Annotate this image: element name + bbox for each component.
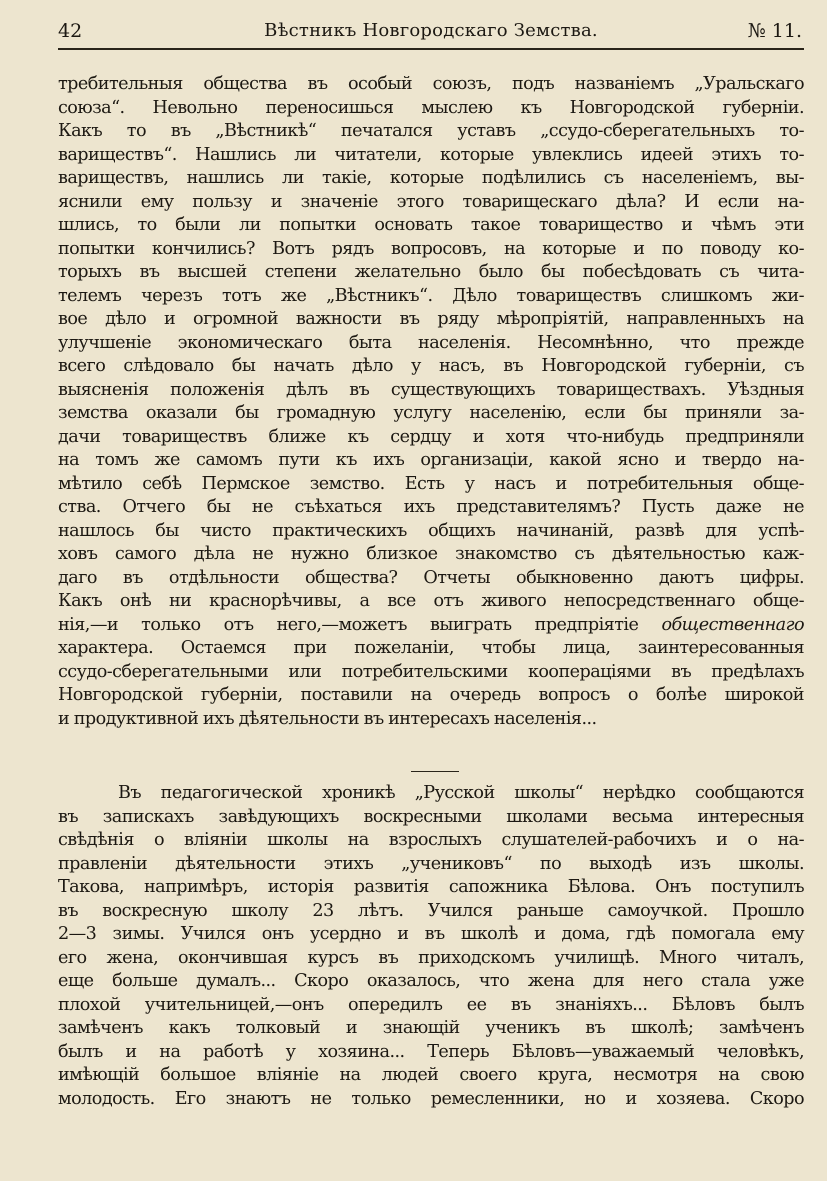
issue-number: № 11. <box>747 20 802 42</box>
text-line: дачи товариществъ ближе къ сердцу и хотя что-нибудь предприняли <box>58 426 804 447</box>
text-line: телемъ черезъ тотъ же „Вѣстникъ“. Дѣло товариществъ слишкомъ жи- <box>58 285 804 306</box>
text-line: шлись, то были ли попытки основать такое товарищество и чѣмъ эти <box>58 215 804 235</box>
text-line: Какъ онѣ ни краснорѣчивы, а все отъ живого непосредственнаго обще- <box>58 591 804 611</box>
text-line: вое дѣло и огромной важности въ ряду мѣропріятій, направленныхъ на <box>58 309 804 329</box>
text-line: еще больше думалъ... Скоро оказалось, что жена для него стала уже <box>58 971 804 991</box>
text-line: Какъ то въ „Вѣстникѣ“ печатался уставъ „ссудо-сберегательныхъ то- <box>58 121 804 141</box>
text-line: ховъ самого дѣла не нужно близкое знакомство съ дѣятельностью каж- <box>58 544 804 564</box>
text-line: 2—3 зимы. Учился онъ усердно и въ школѣ и дома, гдѣ помогала ему <box>58 924 804 944</box>
text-line: былъ и на работѣ у хозяина... Теперь Бѣловъ—уважаемый человѣкъ, <box>58 1041 804 1062</box>
text-line: союза“. Невольно переносишься мыслею къ Новгородской губерніи. <box>58 97 804 118</box>
text-line: правленіи дѣятельности этихъ „учениковъ“ по выходѣ изъ школы. <box>58 853 804 874</box>
article-paragraph-2 <box>58 782 804 1111</box>
text-line: нашлось бы чисто практическихъ общихъ начинаній, развѣ для успѣ- <box>58 520 804 541</box>
text-line: даго въ отдѣльности общества? Отчеты обыкновенно даютъ цифры. <box>58 567 804 588</box>
header-rule <box>58 48 804 50</box>
text-line: всего слѣдовало бы начать дѣло у насъ, въ Новгородской губерніи, съ <box>58 356 804 376</box>
text-line: земства оказали бы громадную услугу населенію, если бы приняли за- <box>58 403 804 423</box>
text-line: плохой учительницей,—онъ опередилъ ее въ знаніяхъ... Бѣловъ былъ <box>58 994 804 1015</box>
text-line: въ воскресную школу 23 лѣтъ. Учился раньше самоучкой. Прошло <box>58 900 804 921</box>
text-line: вариществъ, нашлись ли такіе, которые подѣлились съ населеніемъ, вы- <box>58 168 804 188</box>
page-number: 42 <box>58 20 83 42</box>
text-line: Новгородской губерніи, поставили на очередь вопросъ о болѣе широкой <box>58 685 804 705</box>
text-line: яснили ему пользу и значеніе этого товарищескаго дѣла? И если на- <box>58 191 804 212</box>
text-line: въ запискахъ завѣдующихъ воскресными школами весьма интересныя <box>58 806 804 827</box>
article-paragraph-1 <box>58 73 804 731</box>
text-line: молодость. Его знаютъ не только ремесленники, но и хозяева. Скоро <box>58 1088 804 1109</box>
italic-phrase: общественнаго <box>661 614 804 635</box>
text-line: характера. Остаемся при пожеланіи, чтобы лица, заинтересованныя <box>58 638 804 658</box>
text-line-part: нія,—и только отъ него,—можетъ выиграть предпріятіе <box>58 614 639 635</box>
text-line: ссудо-сберегательными или потребительскими кооперацiями въ предѣлахъ <box>58 661 804 682</box>
text-line: улучшеніе экономическаго быта населенія. Несомнѣнно, что прежде <box>58 332 804 353</box>
text-line: замѣченъ какъ толковый и знающій ученикъ въ школѣ; замѣченъ <box>58 1018 804 1038</box>
text-line: его жена, окончившая курсъ въ приходскомъ училищѣ. Много читалъ, <box>58 947 804 968</box>
text-line: вариществъ“. Нашлись ли читатели, которые увлеклись идеей этихъ то- <box>58 144 804 165</box>
text-line: требительныя общества въ особый союзъ, подъ названіемъ „Уральскаго <box>58 74 804 94</box>
text-line: торыхъ въ высшей степени желательно было бы побесѣдовать съ чита- <box>58 262 804 282</box>
text-line: ства. Отчего бы не съѣхаться ихъ представителямъ? Пусть даже не <box>58 497 804 517</box>
text-line: Такова, напримѣръ, исторія развитія сапожника Бѣлова. Онъ поступилъ <box>58 877 804 897</box>
journal-title: Вѣстникъ Новгородскаго Земства. <box>264 20 598 41</box>
text-line-with-italic <box>58 614 804 638</box>
text-line: имѣющій большое вліяніе на людей своего круга, несмотря на свою <box>58 1065 804 1085</box>
text-line: свѣдѣнія о вліяніи школы на взрослыхъ слушателей-рабочихъ и о на- <box>58 830 804 850</box>
section-divider <box>411 771 459 772</box>
text-line: и продуктивной ихъ дѣятельности въ интересахъ населенія... <box>58 708 597 729</box>
text-line: на томъ же самомъ пути къ ихъ организаціи, какой ясно и твердо на- <box>58 450 804 470</box>
text-line: мѣтило себѣ Пермское земство. Есть у насъ и потребительныя обще- <box>58 473 804 494</box>
running-header <box>58 20 804 46</box>
text-line: Въ педагогической хроникѣ „Русской школы“ нерѣдко сообщаются <box>118 783 804 803</box>
text-line: выясненія положенія дѣлъ въ существующихъ товариществахъ. Уѣздныя <box>58 379 804 400</box>
text-line: попытки кончились? Вотъ рядъ вопросовъ, на которые и по поводу ко- <box>58 238 804 259</box>
